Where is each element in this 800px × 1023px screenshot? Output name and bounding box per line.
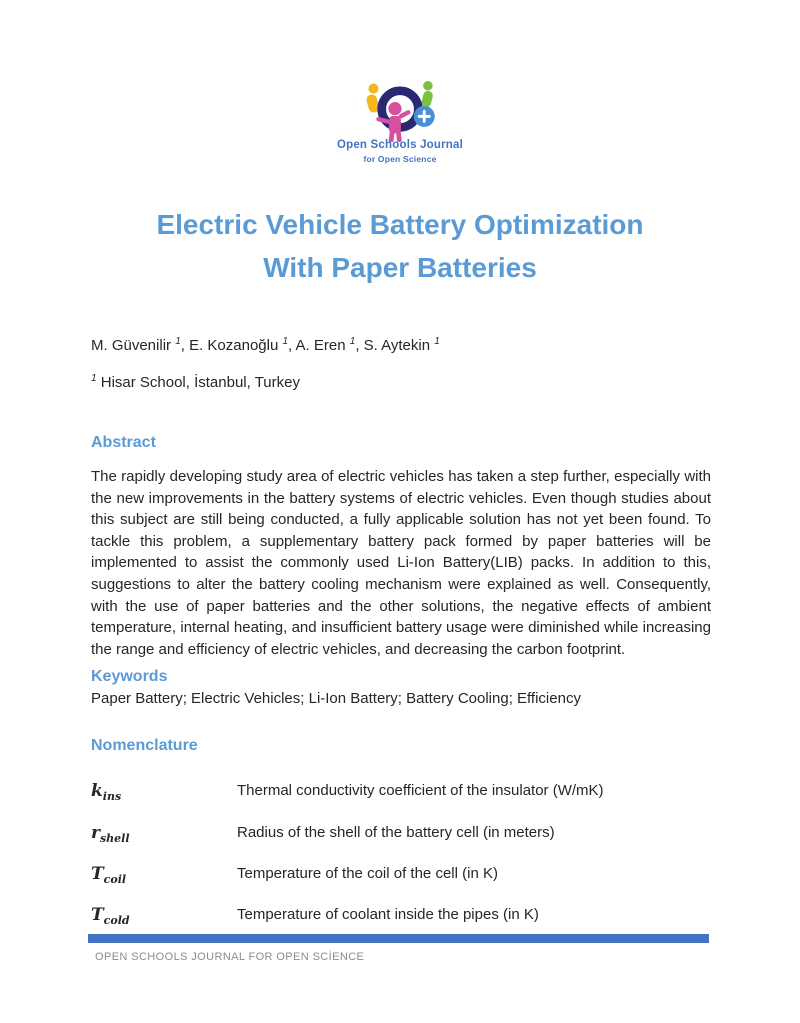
symbol-subscript: ins <box>102 790 122 803</box>
journal-logo-block <box>0 78 800 147</box>
person-green-icon <box>421 81 434 108</box>
page-title <box>0 203 800 289</box>
nomenclature-description: Temperature of the coil of the cell (in K) <box>237 865 498 882</box>
footer-journal-name: OPEN SCHOOLS JOURNAL FOR OPEN SCİENCE <box>95 951 365 963</box>
symbol-subscript: coil <box>103 873 127 886</box>
nomenclature-row <box>91 864 711 888</box>
author-name: , S. Aytekin <box>355 337 435 354</box>
nomenclature-row <box>91 781 711 805</box>
affiliation-line <box>91 374 300 391</box>
nomenclature-symbol <box>91 905 130 927</box>
nomenclature-description: Radius of the shell of the battery cell (in meters) <box>237 824 555 841</box>
page-title-line1: Electric Vehicle Battery Optimization <box>156 209 644 240</box>
plus-badge-icon <box>414 106 435 127</box>
nomenclature-symbol <box>91 864 126 886</box>
nomenclature-row <box>91 905 711 929</box>
journal-wordmark-sub: for Open Science <box>363 154 437 164</box>
symbol-base: k <box>91 781 103 801</box>
nomenclature-description: Thermal conductivity coefficient of the insulator (W/mK) <box>237 782 604 799</box>
symbol-base: r <box>91 823 100 843</box>
nomenclature-description: Temperature of coolant inside the pipes (in K) <box>237 906 539 923</box>
symbol-subscript: cold <box>103 914 130 927</box>
open-schools-journal-logo-icon <box>354 78 446 142</box>
symbol-base: T <box>91 864 104 884</box>
nomenclature-row <box>91 823 711 847</box>
nomenclature-heading: Nomenclature <box>91 737 198 754</box>
author-affil-marker: 1 <box>282 336 289 347</box>
affiliation-text: Hisar School, İstanbul, Turkey <box>96 374 300 391</box>
nomenclature-symbol <box>91 823 130 845</box>
author-affil-marker: 1 <box>349 336 356 347</box>
affiliation-marker: 1 <box>91 373 97 384</box>
author-affil-marker: 1 <box>434 336 440 347</box>
abstract-paragraph: The rapidly developing study area of electric vehicles has taken a step further, especially with the new improvements in the battery systems of electric vehicles. Even though studies about this subject are still being conducted, a fully applicable solution has not yet been found. To tackle this problem, a supplementary battery pack formed by paper batteries will be implemented to assist the commonly used Li-Ion Battery(LIB) packs. In addition to this, suggestions to alter the battery cooling mechanism were explained as well. Consequently, with the use of paper batteries and the other solutions, the negative effects of ambient temperature, internal heating, and insufficient battery usage were diminished while increasing the range and efficiency of electric vehicles, and decreasing the carbon footprint. <box>91 468 711 658</box>
footer-divider <box>88 934 709 943</box>
abstract-heading: Abstract <box>91 434 156 451</box>
author-name: , A. Eren <box>288 337 350 354</box>
journal-wordmark: Open Schools Journal <box>336 139 464 151</box>
symbol-subscript: shell <box>99 832 130 845</box>
page-title-line2: With Paper Batteries <box>263 252 537 283</box>
symbol-base: T <box>91 905 104 925</box>
author-name: , E. Kozanoğlu <box>180 337 283 354</box>
keywords-heading: Keywords <box>91 668 168 685</box>
nomenclature-symbol <box>91 781 121 803</box>
keywords-list: Paper Battery; Electric Vehicles; Li-Ion Battery; Battery Cooling; Efficiency <box>91 690 581 707</box>
author-affil-marker: 1 <box>175 336 181 347</box>
author-name: M. Güvenilir <box>91 337 176 354</box>
authors-line <box>91 337 440 354</box>
